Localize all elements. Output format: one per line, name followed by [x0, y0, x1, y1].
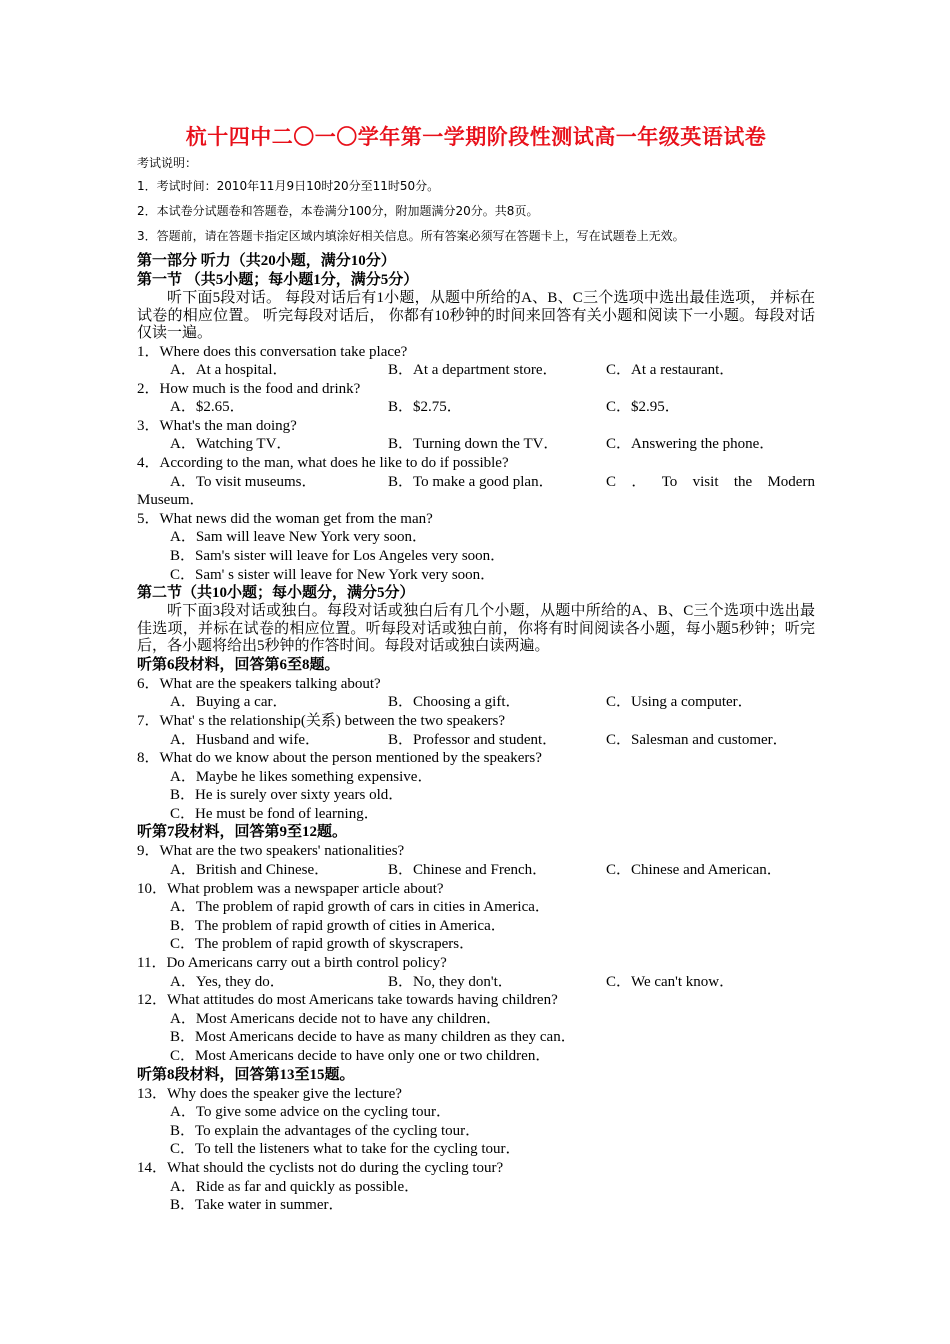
- question: [137, 675, 815, 694]
- question-number: 7．: [137, 712, 160, 729]
- question: [137, 510, 815, 529]
- option-a: A．Watching TV．: [170, 436, 292, 453]
- option-c: C．At a restaurant．: [606, 362, 735, 379]
- section-heading: 第一节 （共5小题；每小题1分，满分5分）: [137, 272, 419, 288]
- question: [137, 842, 815, 861]
- option-a: A．Husband and wife．: [170, 731, 320, 748]
- option-c: C．Using a computer．: [606, 694, 753, 711]
- question: [137, 417, 815, 436]
- question-text: How much is the food and drink?: [159, 380, 361, 397]
- section-instructions: 听下面5段对话。 每段对话后有1小题，从题中所给的A、B、C三个选项中选出最佳选项， 并标在试卷的相应位置。 听完每段对话后， 你都有10秒钟的时间来回答有关小题和阅读下一小题。每段对话仅读一遍。: [137, 290, 815, 341]
- question: [137, 954, 815, 973]
- option-a: A．Ride as far and quickly as possible．: [170, 1178, 420, 1195]
- option-b: B．He is surely over sixty years old．: [170, 787, 404, 804]
- question: [137, 1085, 815, 1104]
- question-text: What attitudes do most Americans take towards having children?: [167, 992, 558, 1009]
- option-a: A．British and Chinese．: [170, 862, 330, 879]
- question-number: 6．: [137, 675, 160, 692]
- option-c-word: To: [661, 473, 678, 490]
- option-c: C．$2.95．: [606, 399, 680, 416]
- question-text: Do Americans carry out a birth control policy?: [166, 955, 447, 972]
- exam-page: [137, 122, 815, 1215]
- option-b: B．The problem of rapid growth of cities in America．: [170, 917, 506, 934]
- option-c-continuation: Museum．: [137, 492, 205, 509]
- options-row: [137, 861, 815, 880]
- question-number: 8．: [137, 750, 160, 767]
- question-text: What's the man doing?: [159, 417, 297, 434]
- option-a: A．Most Americans decide not to have any children．: [170, 1010, 502, 1027]
- exam-note-item: 1．考试时间：2010年11月9日10时20分至11时50分。: [137, 179, 440, 193]
- question-text: What are the two speakers' nationalities?: [159, 843, 405, 860]
- question-text: What do we know about the person mentioned by the speakers?: [159, 750, 542, 767]
- option-a: A．The problem of rapid growth of cars in cities in America．: [170, 899, 550, 916]
- option-c: C．We can't know．: [606, 973, 735, 990]
- option-a: A．Yes, they do．: [170, 973, 285, 990]
- options-row: [137, 361, 815, 380]
- option-b: B．Take water in summer．: [170, 1197, 344, 1214]
- option-a: A．Buying a car．: [170, 694, 288, 711]
- option-b: B．To explain the advantages of the cycling tour．: [170, 1122, 481, 1139]
- question-number: 12．: [137, 992, 168, 1009]
- question-number: 14．: [137, 1159, 168, 1176]
- question-number: 9．: [137, 843, 160, 860]
- question-number: 3．: [137, 417, 160, 434]
- option-c-word: the: [733, 473, 753, 490]
- question: [137, 712, 815, 731]
- option-a: A．To give some advice on the cycling tour．: [170, 1104, 451, 1121]
- question-text: Why does the speaker give the lecture?: [167, 1085, 402, 1102]
- material-heading: 听第7段材料，回答第9至12题。: [137, 824, 348, 841]
- option-b: B．Turning down the TV．: [388, 436, 559, 453]
- question: [137, 991, 815, 1010]
- question-number: 5．: [137, 510, 160, 527]
- section-heading: 第二节（共10小题；每小题分，满分5分）: [137, 585, 415, 602]
- option-b: B．No, they don't．: [388, 973, 513, 990]
- question-text: According to the man, what does he like to do if possible?: [159, 455, 509, 472]
- option-c-word: visit: [692, 473, 719, 490]
- option-b: B．$2.75．: [388, 399, 462, 416]
- question: [137, 343, 815, 362]
- question-number: 1．: [137, 343, 160, 360]
- options-row: [137, 693, 815, 712]
- options-row: [137, 973, 815, 992]
- exam-note-item: 2．本试卷分试题卷和答题卷，本卷满分100分，附加题满分20分。共8页。: [137, 204, 539, 218]
- exam-note-item: 3．答题前，请在答题卡指定区域内填涂好相关信息。所有答案必须写在答题卡上，写在试题卷上无效。: [137, 229, 685, 243]
- material-heading: 听第6段材料，回答第6至8题。: [137, 656, 340, 673]
- question-text: What' s the relationship(关系) between the two speakers?: [159, 712, 506, 729]
- option-a: A．At a hospital．: [170, 362, 288, 379]
- option-b: B．Professor and student．: [388, 731, 558, 748]
- option-c: C．Answering the phone．: [606, 436, 775, 453]
- part-heading: 第一部分 听力（共20小题，满分10分）: [137, 253, 396, 269]
- option-b: B．Choosing a gift．: [388, 694, 521, 711]
- option-c: C．Sam' s sister will leave for New York very soon．: [170, 566, 496, 583]
- question: [137, 454, 815, 473]
- question-number: 4．: [137, 455, 160, 472]
- option-c-word: Modern: [767, 473, 815, 490]
- question-number: 10．: [137, 880, 168, 897]
- option-c: C．Most Americans decide to have only one or two children．: [170, 1048, 551, 1064]
- question-number: 2．: [137, 380, 160, 397]
- option-b: B．Sam's sister will leave for Los Angeles very soon．: [170, 548, 506, 565]
- option-c-word: C: [606, 473, 617, 490]
- option-b: B．Most Americans decide to have as many children as they can．: [170, 1029, 576, 1046]
- option-b: B．To make a good plan．: [388, 473, 554, 490]
- option-c-word: ．: [631, 473, 647, 490]
- question: [137, 1159, 815, 1178]
- option-b: B．At a department store．: [388, 362, 558, 379]
- question-text: What are the speakers talking about?: [159, 675, 381, 692]
- question: [137, 380, 815, 399]
- option-c: [606, 473, 815, 492]
- question: [137, 749, 815, 768]
- option-c: C．He must be fond of learning．: [170, 805, 379, 822]
- options-row: [137, 731, 815, 750]
- section-instructions: 听下面3段对话或独白。每段对话或独白后有几个小题，从题中所给的A、B、C三个选项中选出最佳选项，并标在试卷的相应位置。听每段对话或独白前，你将有时间阅读各小题，每小题5秒钟；听完后，各小题将给出5秒钟的作答时间。每段对话或独白读两遍。: [137, 603, 815, 655]
- options-row: [137, 435, 815, 454]
- option-c: C．To tell the listeners what to take for the cycling tour．: [170, 1141, 521, 1158]
- option-b: B．Chinese and French．: [388, 862, 548, 879]
- material-heading: 听第8段材料，回答第13至15题。: [137, 1066, 355, 1083]
- option-a: A．$2.65．: [170, 399, 245, 416]
- options-row: [137, 398, 815, 417]
- option-c: C．The problem of rapid growth of skyscrapers．: [170, 936, 475, 953]
- option-c: C．Chinese and American．: [606, 862, 782, 879]
- question: [137, 880, 815, 899]
- option-c: C．Salesman and customer．: [606, 731, 788, 748]
- question-text: Where does this conversation take place?: [159, 343, 408, 360]
- question-number: 13．: [137, 1085, 168, 1102]
- option-a: A．Maybe he likes something expensive．: [170, 768, 433, 785]
- page-title: 杭十四中二〇一〇学年第一学期阶段性测试高一年级英语试卷: [185, 125, 767, 149]
- options-row: [137, 473, 815, 510]
- exam-notes-heading: 考试说明：: [137, 156, 198, 170]
- question-number: 11．: [137, 955, 167, 972]
- option-a: A．Sam will leave New York very soon．: [170, 529, 428, 546]
- question-text: What news did the woman get from the man?: [159, 510, 433, 527]
- option-a: A．To visit museums．: [170, 473, 317, 490]
- question-text: What should the cyclists not do during the cycling tour?: [167, 1159, 504, 1176]
- question-text: What problem was a newspaper article about?: [167, 880, 444, 897]
